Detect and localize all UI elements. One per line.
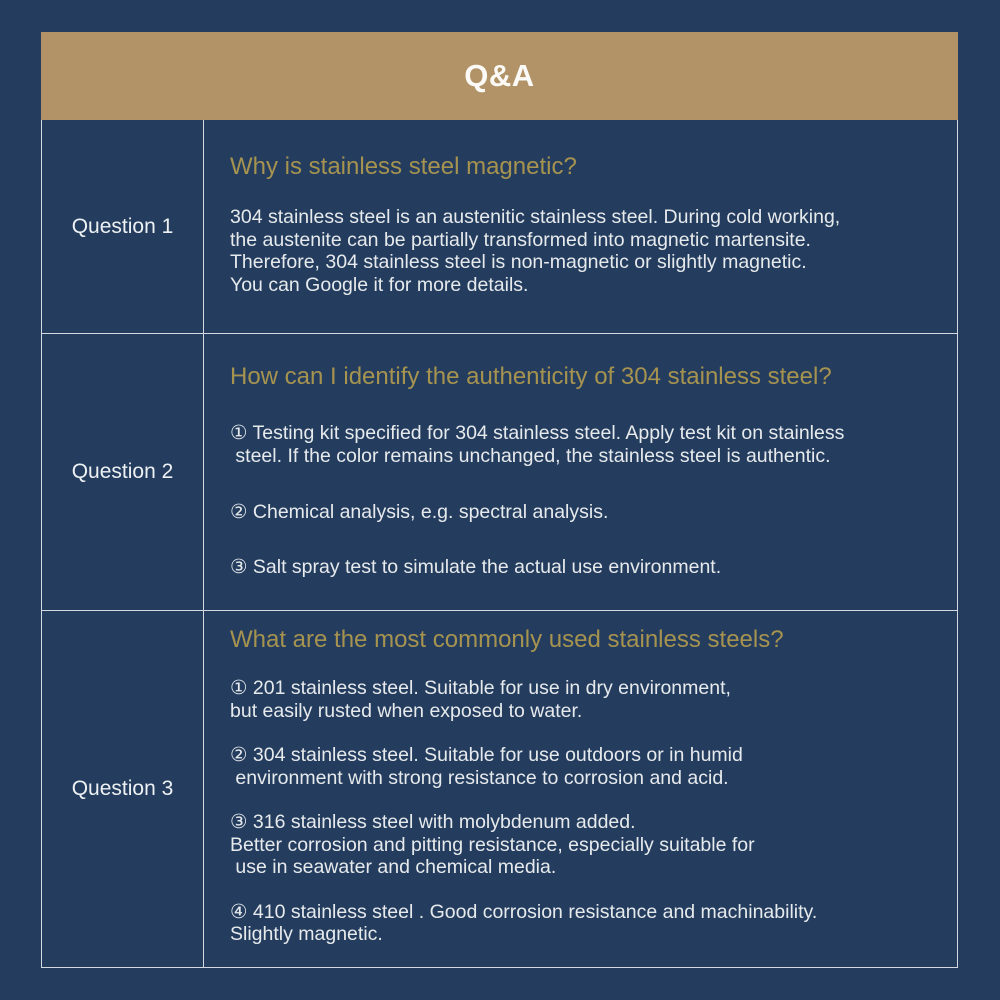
- question-3-title: What are the most commonly used stainless steels?: [230, 626, 784, 653]
- answer-line: ③ Salt spray test to simulate the actual use environment.: [230, 555, 722, 578]
- question-2-label-cell: [42, 334, 204, 610]
- answer-line: but easily rusted when exposed to water.: [230, 699, 583, 722]
- question-3-content: [204, 611, 957, 967]
- answer-line: 304 stainless steel is an austenitic stainless steel. During cold working,: [230, 206, 841, 228]
- question-1-answer: [230, 206, 949, 296]
- question-3-item-3: [230, 811, 949, 879]
- answer-line: environment with strong resistance to corrosion and acid.: [230, 766, 729, 789]
- question-3-item-4: [230, 901, 949, 946]
- answer-line: the austenite can be partially transformed into magnetic martensite.: [230, 228, 811, 251]
- question-2-item-1: [230, 422, 949, 467]
- answer-line: Therefore, 304 stainless steel is non-magnetic or slightly magnetic.: [230, 251, 807, 273]
- question-1-content: [204, 120, 957, 333]
- question-3-item-1: [230, 677, 949, 722]
- question-2-label: Question 2: [71, 460, 174, 483]
- answer-line: You can Google it for more details.: [230, 273, 529, 296]
- question-1-label-cell: [42, 120, 204, 333]
- question-3-label-cell: [42, 611, 204, 967]
- answer-line: ② Chemical analysis, e.g. spectral analysis.: [230, 501, 609, 523]
- answer-line: ① 201 stainless steel. Suitable for use in dry environment,: [230, 677, 731, 699]
- qa-row-1: [42, 120, 957, 333]
- question-1-title: Why is stainless steel magnetic?: [230, 153, 577, 180]
- answer-line: ① Testing kit specified for 304 stainless steel. Apply test kit on stainless: [230, 422, 845, 444]
- question-2-item-3: [230, 556, 949, 579]
- question-1-label: Question 1: [71, 214, 174, 238]
- answer-line: ④ 410 stainless steel . Good corrosion resistance and machinability.: [230, 900, 818, 923]
- qa-table: [41, 32, 958, 968]
- answer-line: ③ 316 stainless steel with molybdenum added.: [230, 811, 636, 833]
- answer-line: ② 304 stainless steel. Suitable for use outdoors or in humid: [230, 744, 743, 766]
- qa-row-2: [42, 333, 957, 610]
- answer-line: use in seawater and chemical media.: [230, 856, 557, 878]
- question-2-item-2: [230, 501, 949, 524]
- question-3-label: Question 3: [71, 777, 174, 800]
- table-header: [41, 32, 958, 120]
- question-3-item-2: [230, 744, 949, 789]
- qa-row-3: [42, 610, 957, 967]
- table-body: [41, 120, 958, 968]
- question-2-content: [204, 334, 957, 610]
- answer-line: Better corrosion and pitting resistance, especially suitable for: [230, 833, 755, 856]
- page-title: Q&A: [464, 58, 535, 93]
- answer-line: steel. If the color remains unchanged, the stainless steel is authentic.: [230, 444, 831, 467]
- question-2-title: How can I identify the authenticity of 304 stainless steel?: [230, 363, 832, 390]
- answer-line: Slightly magnetic.: [230, 923, 383, 945]
